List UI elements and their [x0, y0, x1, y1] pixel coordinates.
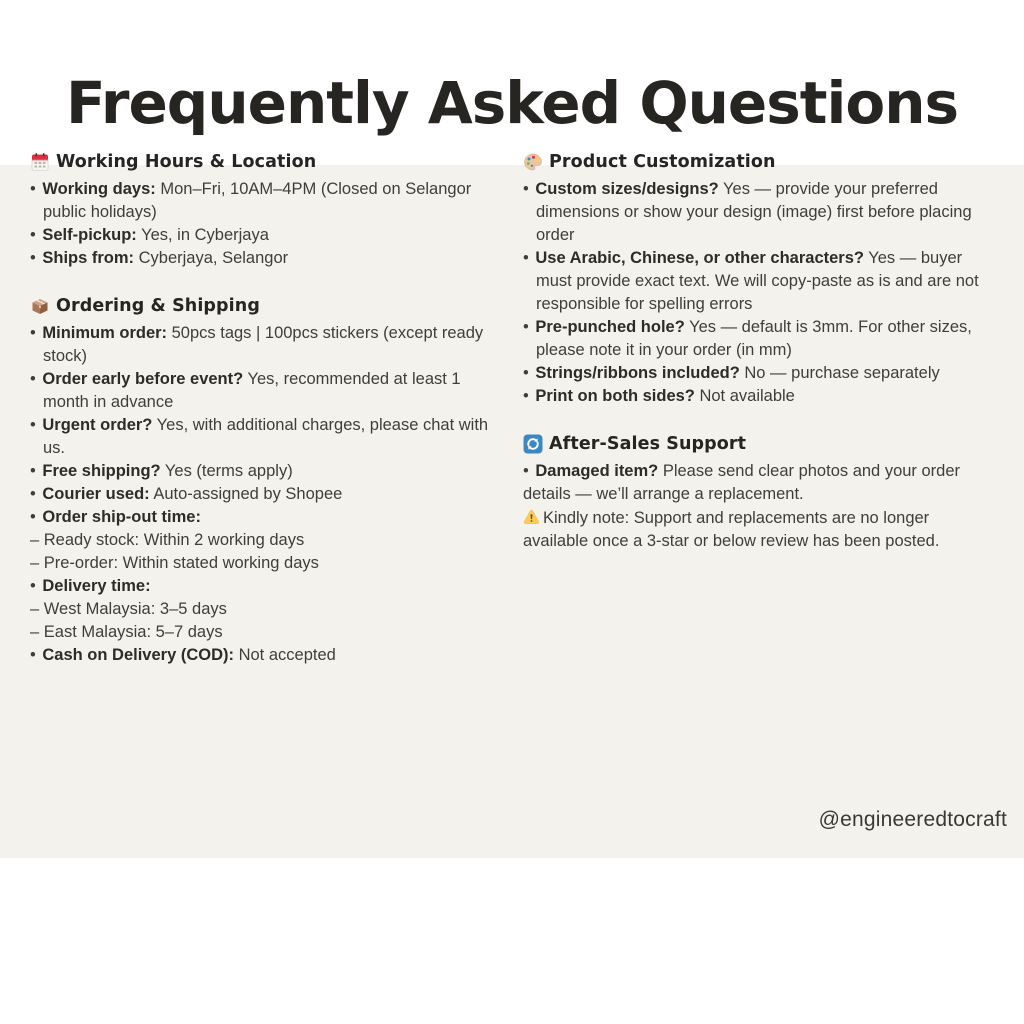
item-label: Print on both sides? [535, 387, 695, 405]
item-label: Minimum order: [42, 324, 168, 342]
item-label: Free shipping? [42, 462, 161, 480]
palette-icon [523, 152, 543, 172]
item-label: Working days: [42, 180, 156, 198]
faq-item [523, 316, 994, 362]
bullet-marker: • [30, 226, 41, 244]
faq-item [30, 460, 501, 483]
item-label: Ships from: [42, 249, 135, 267]
faq-item [30, 506, 501, 529]
faq-item [30, 368, 501, 414]
page-title: Frequently Asked Questions [65, 68, 959, 137]
faq-item [523, 385, 994, 408]
section-title: Product Customization [549, 152, 776, 172]
bullet-marker: • [523, 249, 534, 267]
faq-item [523, 362, 994, 385]
faq-item [30, 644, 501, 667]
item-label: Pre-punched hole? [535, 318, 685, 336]
faq-item [30, 178, 501, 224]
item-text: – Pre-order: Within stated working days [30, 554, 319, 572]
calendar-icon [30, 152, 50, 172]
package-icon [30, 296, 50, 316]
item-text: Mon–Fri, 10AM–4PM (Closed on Selangor public holidays) [43, 180, 472, 221]
item-text: Not available [694, 387, 795, 405]
faq-item [523, 507, 994, 553]
faq-section [523, 152, 994, 408]
bullet-marker: • [523, 387, 534, 405]
item-label: Use Arabic, Chinese, or other characters? [535, 249, 864, 267]
item-label: Delivery time: [42, 577, 151, 595]
item-text: Yes, recommended at least 1 month in advance [43, 370, 461, 411]
bullet-marker: • [30, 180, 41, 198]
item-label: Damaged item? [535, 462, 659, 480]
social-handle: @engineeredtocraft [818, 808, 1007, 831]
bullet-marker: • [30, 370, 41, 388]
item-text: Yes, with additional charges, please chat with us. [43, 416, 489, 457]
item-label: Self-pickup: [42, 226, 137, 244]
bullet-marker: • [30, 485, 41, 503]
bullet-marker: • [30, 646, 41, 664]
faq-item [30, 552, 501, 575]
item-label: Urgent order? [42, 416, 153, 434]
item-text: Auto-assigned by Shopee [149, 485, 343, 503]
item-label: Order ship-out time: [42, 508, 201, 526]
bullet-marker: • [523, 364, 534, 382]
faq-column-right [523, 152, 994, 693]
warning-icon [523, 509, 543, 527]
item-label: Courier used: [42, 485, 150, 503]
item-text: Not accepted [234, 646, 336, 664]
item-label: Cash on Delivery (COD): [42, 646, 234, 664]
faq-item [30, 247, 501, 270]
section-title: Ordering & Shipping [56, 296, 260, 316]
faq-item [523, 178, 994, 247]
bullet-marker: • [30, 462, 41, 480]
faq-item [523, 460, 994, 506]
section-header [30, 152, 501, 172]
item-text: – West Malaysia: 3–5 days [30, 600, 227, 618]
bullet-marker: • [30, 324, 41, 342]
item-text: Cyberjaya, Selangor [134, 249, 289, 267]
faq-item [30, 575, 501, 598]
faq-item [30, 598, 501, 621]
item-text: Yes — provide your preferred dimensions or show your design (image) first before placing order [536, 180, 972, 244]
faq-item [30, 483, 501, 506]
faq-column-left [30, 152, 501, 693]
faq-item [30, 414, 501, 460]
faq-section [523, 434, 994, 553]
item-text: Yes — default is 3mm. For other sizes, please note it in your order (in mm) [536, 318, 972, 359]
bullet-marker: • [30, 416, 41, 434]
bullet-marker: • [30, 249, 41, 267]
faq-item [30, 529, 501, 552]
faq-item [30, 621, 501, 644]
bullet-marker: • [523, 180, 534, 198]
item-label: Strings/ribbons included? [535, 364, 740, 382]
faq-section [30, 152, 501, 270]
bullet-marker: • [30, 577, 41, 595]
item-text: No — purchase separately [739, 364, 940, 382]
item-text: Yes — buyer must provide exact text. We will copy-paste as is and are not responsible for spelling errors [536, 249, 979, 313]
section-title: After-Sales Support [549, 434, 747, 454]
item-text: – Ready stock: Within 2 working days [30, 531, 305, 549]
item-text: 50pcs tags | 100pcs stickers (except ready stock) [43, 324, 484, 365]
item-text: Please send clear photos and your order details — we’ll arrange a replacement. [523, 462, 961, 503]
faq-section [30, 296, 501, 667]
bullet-marker: • [30, 508, 41, 526]
bullet-marker: • [523, 318, 534, 336]
item-label: Custom sizes/designs? [535, 180, 719, 198]
item-text: Yes, in Cyberjaya [136, 226, 269, 244]
section-title: Working Hours & Location [56, 152, 317, 172]
item-text: – East Malaysia: 5–7 days [30, 623, 223, 641]
item-text: Yes (terms apply) [160, 462, 293, 480]
faq-columns [30, 152, 994, 693]
faq-item [523, 247, 994, 316]
bullet-marker: • [523, 462, 534, 480]
faq-item [30, 322, 501, 368]
section-header [30, 296, 501, 316]
sync-icon [523, 434, 543, 454]
section-header [523, 152, 994, 172]
section-header [523, 434, 994, 454]
item-label: Order early before event? [42, 370, 244, 388]
item-text: Kindly note: Support and replacements are no longer available once a 3-star or below review has been posted. [523, 509, 940, 550]
faq-item [30, 224, 501, 247]
